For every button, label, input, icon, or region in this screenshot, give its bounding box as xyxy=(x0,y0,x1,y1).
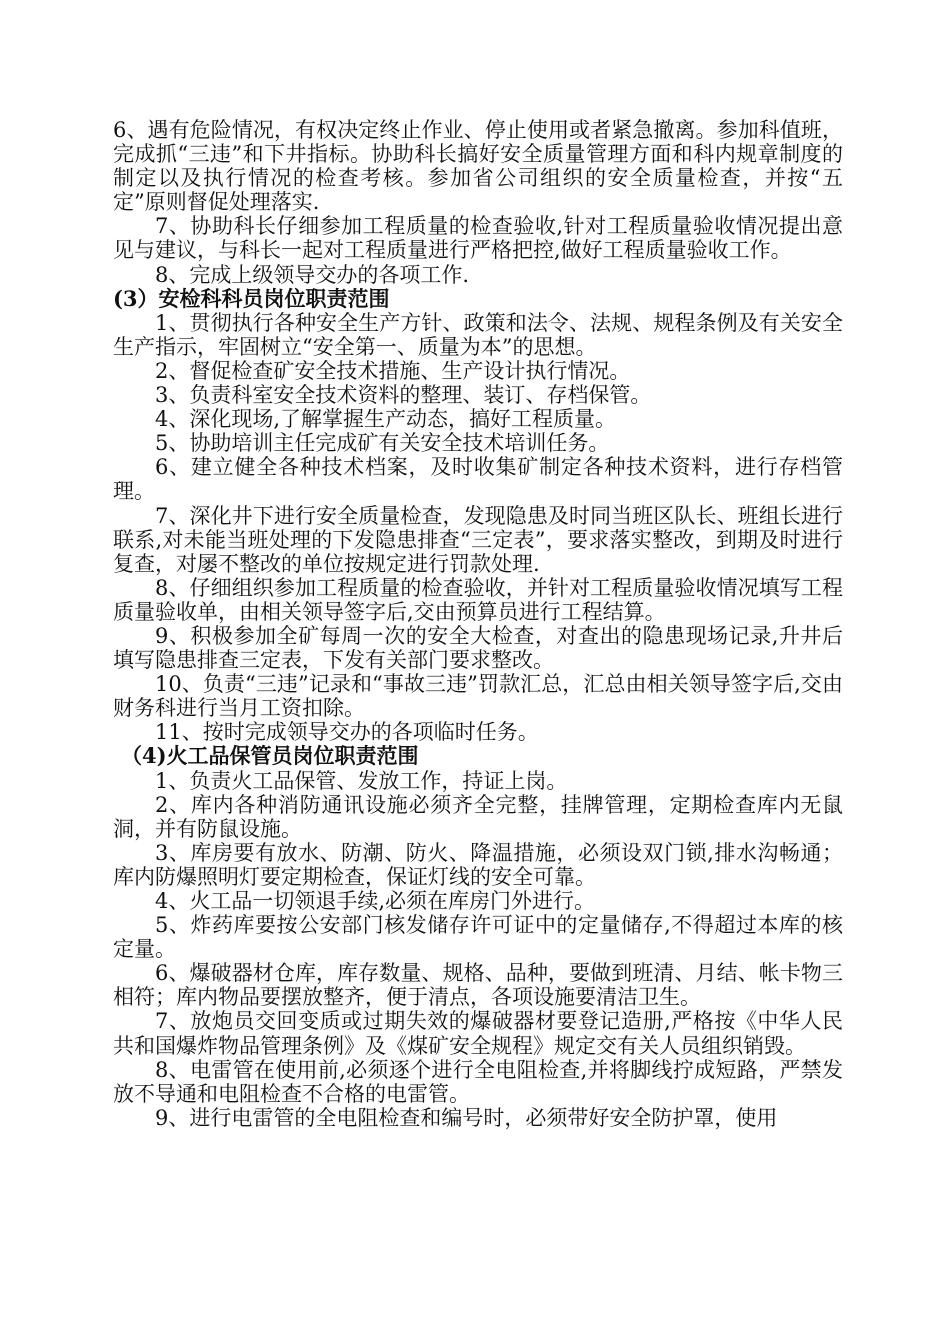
section-heading-3: (3）安检科科员岗位职责范围 xyxy=(113,285,390,311)
paragraph-inspector-11: 11、按时完成领导交办的各项临时任务。 xyxy=(155,720,539,745)
paragraph-keeper-6: 6、爆破器材仓库，库存数量、规格、品种，要做到班清、月结、帐卡物三相符；库内物品要摆放整齐，便于清点，各项设施要清洁卫生。 xyxy=(113,961,843,1010)
paragraph-keeper-3: 3、库房要有放水、防潮、防火、降温措施，必须设双门锁,排水沟畅通；库内防爆照明灯要定期检查，保证灯线的安全可靠。 xyxy=(113,840,843,889)
paragraph-keeper-4: 4、火工品一切领退手续,必须在库房门外进行。 xyxy=(155,889,596,913)
paragraph-inspector-6: 6、建立健全各种技术档案，及时收集矿制定各种技术资料，进行存档管理。 xyxy=(113,455,843,504)
paragraph-inspector-8: 8、仔细组织参加工程质量的检查验收，并针对工程质量验收情况填写工程质量验收单，由相关领导签字后,交由预算员进行工程结算。 xyxy=(113,575,843,624)
paragraph-inspector-2: 2、督促检查矿安全技术措施、生产设计执行情况。 xyxy=(155,358,631,383)
paragraph-duty-6: 6、遇有危险情况，有权决定终止作业、停止使用或者紧急撤离。参加科值班，完成抓“三违”和下井指标。协助科长搞好安全质量管理方面和科内规章制度的制定以及执行情况的检查考核。参加省公司组织的安全质量检查，并按“五定”原则督促处理落实. xyxy=(113,118,843,215)
paragraph-keeper-5: 5、炸药库要按公安部门核发储存许可证中的定量储存,不得超过本库的核定量。 xyxy=(113,913,843,962)
paragraph-keeper-9: 9、进行电雷管的全电阻检查和编号时，必须带好安全防护罩，使用 xyxy=(155,1105,778,1130)
paragraph-keeper-7: 7、放炮员交回变质或过期失效的爆破器材要登记造册,严格按《中华人民共和国爆炸物品管理条例》及《煤矿安全规程》规定交有关人员组织销毁。 xyxy=(113,1009,843,1058)
paragraph-inspector-10: 10、负责“三违”记录和“事故三违”罚款汇总，汇总由相关领导签字后,交由财务科进行当月工资扣除。 xyxy=(113,672,843,721)
section-heading-4: （4)火工品保管员岗位职责范围 xyxy=(121,743,419,769)
paragraph-inspector-4: 4、深化现场,了解掌握生产动态，搞好工程质量。 xyxy=(155,407,617,432)
document-page xyxy=(113,118,843,1130)
paragraph-inspector-7: 7、深化井下进行安全质量检查，发现隐患及时同当班区队长、班组长进行联系,对未能当班处理的下发隐患排查“三定表”，要求落实整改，到期及时进行复查，对屡不整改的单位按规定进行罚款处理. xyxy=(113,503,843,576)
paragraph-duty-8: 8、完成上级领导交办的各项工作. xyxy=(155,262,470,287)
paragraph-duty-7: 7、协助科长仔细参加工程质量的检查验收,针对工程质量验收情况提出意见与建议，与科长一起对工程质量进行严格把控,做好工程质量验收工作。 xyxy=(113,214,843,263)
paragraph-keeper-8: 8、电雷管在使用前,必须逐个进行全电阻检查,并将脚线拧成短路，严禁发放不导通和电阻检查不合格的电雷管。 xyxy=(113,1057,843,1106)
paragraph-keeper-2: 2、库内各种消防通讯设施必须齐全完整，挂牌管理，定期检查库内无鼠洞，并有防鼠设施。 xyxy=(113,792,843,841)
paragraph-inspector-9: 9、积极参加全矿每周一次的安全大检查，对查出的隐患现场记录,升井后填写隐患排查三定表，下发有关部门要求整改。 xyxy=(113,623,843,673)
paragraph-inspector-3: 3、负责科室安全技术资料的整理、装订、存档保管。 xyxy=(155,383,652,408)
paragraph-inspector-5: 5、协助培训主任完成矿有关安全技术培训任务。 xyxy=(155,431,610,456)
paragraph-inspector-1: 1、贯彻执行各种安全生产方针、政策和法令、法规、规程条例及有关安全生产指示，牢固树立“安全第一、质量为本”的思想。 xyxy=(113,310,843,359)
paragraph-keeper-1: 1、负责火工品保管、发放工作，持证上岗。 xyxy=(155,768,568,793)
